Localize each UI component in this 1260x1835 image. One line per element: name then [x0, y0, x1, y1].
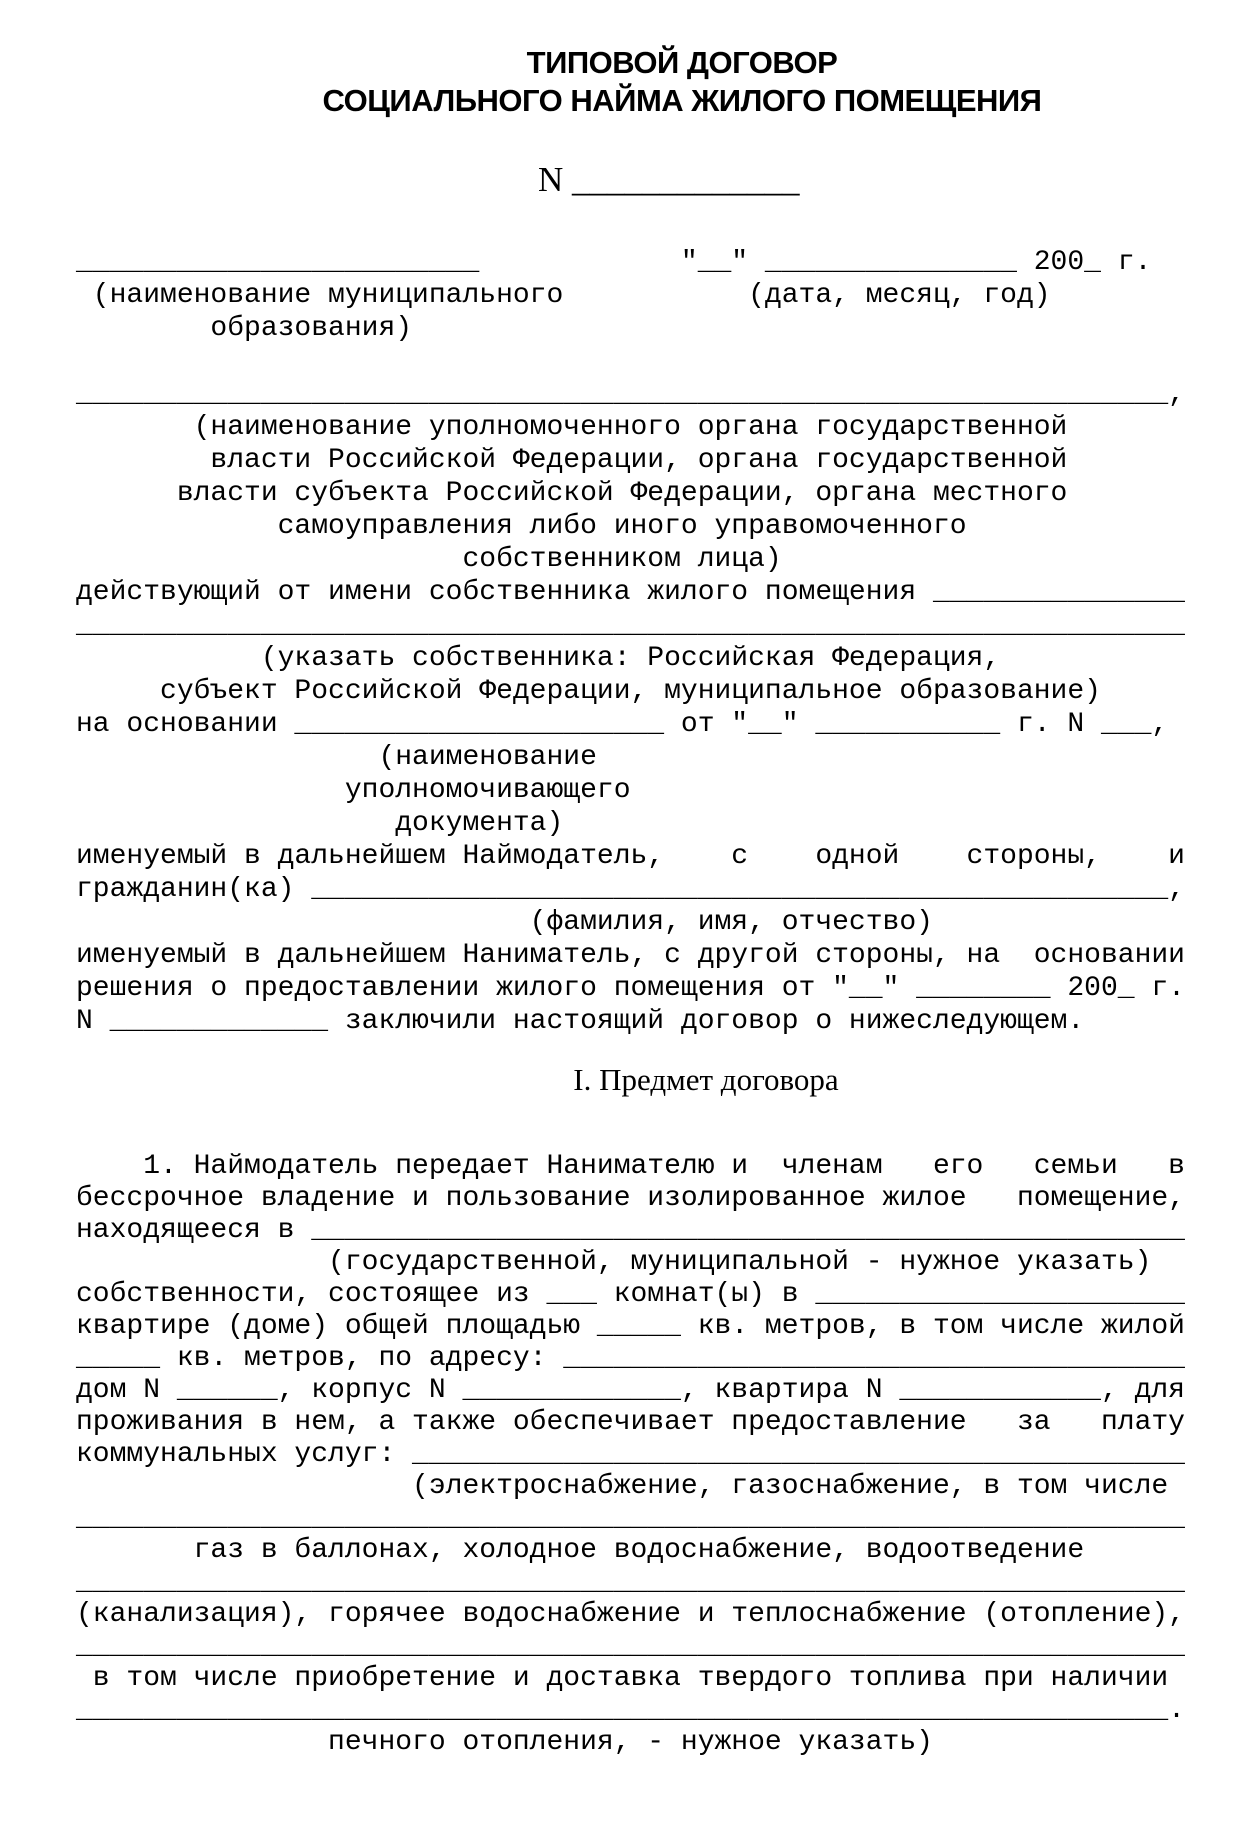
document-line: именуемый в дальнейшем Наниматель, с другой стороны, на основании — [76, 940, 1185, 971]
document-title-line-2: СОЦИАЛЬНОГО НАЙМА ЖИЛОГО ПОМЕЩЕНИЯ — [322, 83, 1042, 118]
document-line: именуемый в дальнейшем Наймодатель, с одной стороны, и — [76, 841, 1185, 872]
document-line: находящееся в ____________________________________________________ — [76, 1215, 1185, 1246]
document-line: субъект Российской Федерации, муниципальное образование) — [76, 676, 1101, 707]
document-line: уполномочивающего — [76, 775, 631, 806]
subject-section-block — [76, 1151, 1196, 1759]
document-line: бессрочное владение и пользование изолированное жилое помещение, — [76, 1183, 1185, 1214]
document-line: собственником лица) — [76, 544, 782, 575]
document-line: (наименование — [76, 742, 597, 773]
document-line: в том числе приобретение и доставка твердого топлива при наличии — [76, 1663, 1169, 1694]
document-line: _________________________________________________________________. — [76, 1695, 1185, 1726]
document-line: на основании ______________________ от "__" ___________ г. N ___, — [76, 709, 1169, 740]
document-line: проживания в нем, а также обеспечивает предоставление за плату — [76, 1407, 1185, 1438]
document-line: __________________________________________________________________ — [76, 1631, 1185, 1662]
document-line: самоуправления либо иного управомоченного — [76, 511, 967, 542]
document-line: дом N ______, корпус N _____________, квартира N ____________, для — [76, 1375, 1185, 1406]
document-line: (электроснабжение, газоснабжение, в том числе — [76, 1471, 1169, 1502]
contract-number-label: N — [538, 160, 564, 199]
document-line: (наименование уполномоченного органа государственной — [76, 412, 1068, 443]
document-line: __________________________________________________________________ — [76, 1567, 1185, 1598]
document-line: (государственной, муниципальной - нужное указать) — [76, 1247, 1152, 1278]
section-heading-subject: I. Предмет договора — [573, 1062, 839, 1097]
document-line: квартире (доме) общей площадью _____ кв. метров, в том числе жилой — [76, 1311, 1185, 1342]
document-line: власти субъекта Российской Федерации, органа местного — [76, 478, 1068, 509]
document-line: (фамилия, имя, отчество) — [76, 907, 933, 938]
document-line: (указать собственника: Российская Федерация, — [76, 643, 1001, 674]
document-title-line-1: ТИПОВОЙ ДОГОВОР — [526, 45, 838, 80]
document-line: коммунальных услуг: ______________________________________________ — [76, 1439, 1185, 1470]
document-line: гражданин(ка) ___________________________________________________, — [76, 874, 1185, 905]
document-line — [76, 345, 1196, 378]
document-line: газ в баллонах, холодное водоснабжение, водоотведение — [76, 1535, 1085, 1566]
document-line: образования) — [76, 313, 413, 344]
contract-number-blank: _____________ — [563, 160, 800, 199]
document-line: документа) — [76, 808, 564, 839]
document-line: N _____________ заключили настоящий договор о нижеследующем. — [76, 1006, 1085, 1037]
document-line: __________________________________________________________________ — [76, 1503, 1185, 1534]
document-line: (наименование муниципального (дата, месяц, год) — [76, 280, 1051, 311]
document-line: _________________________________________________________________, — [76, 379, 1185, 410]
document-line: печного отопления, - нужное указать) — [76, 1727, 933, 1758]
document-line: ________________________ "__" _______________ 200_ г. — [76, 247, 1152, 278]
document-line: власти Российской Федерации, органа государственной — [76, 445, 1068, 476]
document-line: _____ кв. метров, по адресу: _____________________________________ — [76, 1343, 1185, 1374]
document-title — [323, 44, 1042, 120]
contract-number-line — [538, 158, 800, 202]
preamble-block — [76, 246, 1196, 1038]
document-line: действующий от имени собственника жилого помещения _______________ — [76, 577, 1185, 608]
document-line: (канализация), горячее водоснабжение и теплоснабжение (отопление), — [76, 1599, 1185, 1630]
document-line: собственности, состоящее из ___ комнат(ы) в ______________________ — [76, 1279, 1185, 1310]
document-line: решения о предоставлении жилого помещения от "__" ________ 200_ г. — [76, 973, 1185, 1004]
document-line: __________________________________________________________________ — [76, 610, 1185, 641]
document-line: 1. Наймодатель передает Нанимателю и членам его семьи в — [76, 1151, 1185, 1182]
